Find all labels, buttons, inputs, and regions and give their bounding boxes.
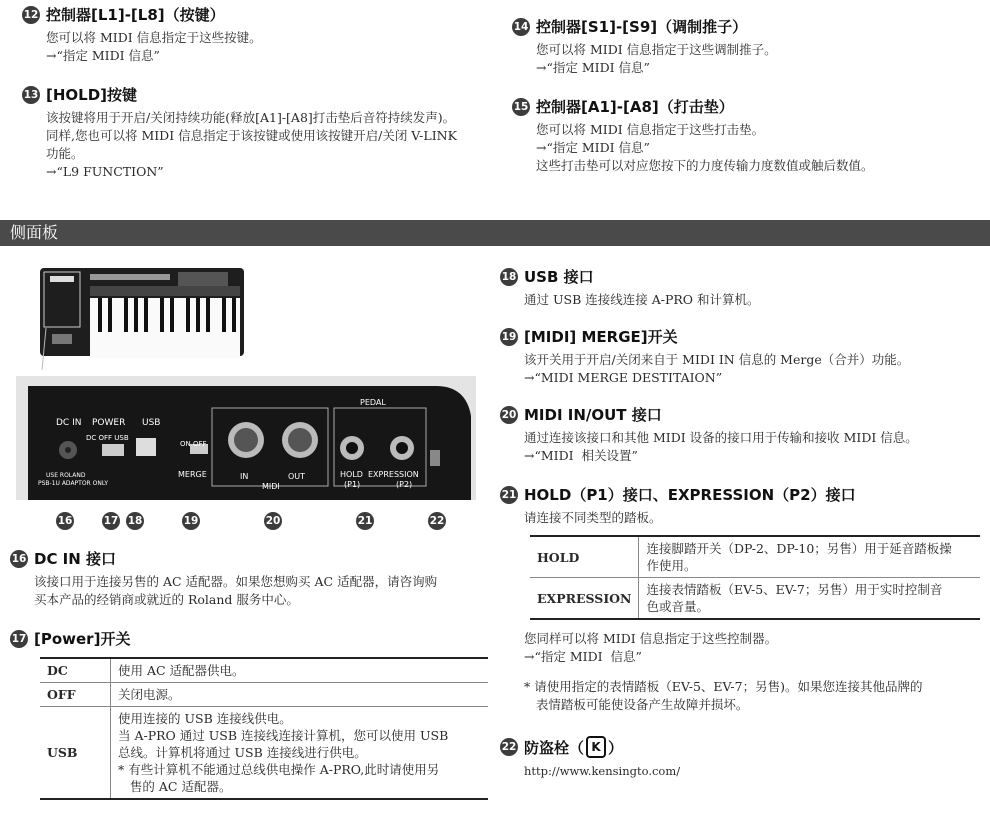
heading-12 (22, 4, 502, 25)
num-badge: 13 (22, 86, 40, 104)
num-badge: 17 (10, 630, 28, 648)
link-ref: →“指定 MIDI 信息” (536, 140, 650, 155)
heading-19 (500, 326, 980, 347)
text-line: 您可以将 MIDI 信息指定于这些打击垫。 (536, 122, 765, 137)
label-p2: (P2) (396, 480, 413, 489)
pedal-table (530, 535, 980, 620)
text-line: 您可以将 MIDI 信息指定于这些调制推子。 (536, 42, 777, 57)
section-title-bar: 侧面板 (0, 220, 990, 246)
title: [MIDI] MERGE]开关 (524, 328, 678, 346)
url-link[interactable]: http://www.kensingto.com/ (524, 764, 681, 778)
label-pedal: PEDAL (360, 398, 386, 407)
power-table (40, 657, 488, 800)
label-power: POWER (92, 418, 126, 428)
title: [HOLD]按键 (46, 86, 138, 104)
section-17 (10, 628, 490, 800)
text-line: 使用连接的 USB 连接线供电。 (118, 711, 292, 726)
table-row (530, 536, 980, 578)
text-line: 请连接不同类型的踏板。 (524, 510, 662, 525)
text-line: 通过 USB 连接线连接 A-PRO 和计算机。 (524, 292, 760, 307)
table-value (639, 536, 980, 578)
text-line: 售的 AC 适配器。 (118, 779, 232, 794)
link-ref: →“指定 MIDI 信息” (524, 649, 642, 664)
table-row (40, 683, 488, 707)
label-p1: (P1) (344, 480, 361, 489)
link-ref: →“MIDI 相关设置” (524, 448, 638, 463)
num-badge: 15 (512, 98, 530, 116)
callout-badge: 17 (102, 512, 120, 530)
keyboard-thumbnail (38, 266, 248, 376)
text-line: 这些打击垫可以对应您按下的力度传输力度数值或触后数值。 (536, 158, 874, 173)
label-onoff: ON OFF (180, 440, 207, 448)
table-key: EXPRESSION (530, 578, 639, 620)
table-value (111, 707, 489, 800)
text-line: 当 A-PRO 通过 USB 连接线连接计算机，您可以使用 USB (118, 728, 449, 743)
text-line: 总线。计算机将通过 USB 连接线进行供电。 (118, 745, 367, 760)
text-line: 连接脚踏开关（DP-2、DP-10；另售）用于延音踏板操 (646, 541, 952, 556)
section-18 (500, 266, 980, 309)
heading-21 (500, 484, 985, 505)
label-merge: MERGE (178, 470, 207, 479)
callout-badge: 20 (264, 512, 282, 530)
note-line: * 请使用指定的表情踏板（EV-5、EV-7；另售)。如果您连接其他品牌的 (524, 679, 923, 694)
num-badge: 21 (500, 486, 518, 504)
section-13 (22, 84, 512, 181)
callout-badge: 19 (182, 512, 200, 530)
heading-15 (512, 96, 982, 117)
num-badge: 19 (500, 328, 518, 346)
text-line: 功能。 (46, 146, 84, 161)
label-hold: HOLD (340, 470, 363, 479)
text-line: 连接表情踏板（EV-5、EV-7；另售）用于实时控制音 (646, 582, 943, 597)
title: 控制器[L1]-[L8]（按键） (46, 6, 225, 24)
title: 控制器[S1]-[S9]（调制推子） (536, 18, 748, 36)
table-key: OFF (40, 683, 111, 707)
section-20 (500, 404, 980, 465)
label-expression: EXPRESSION (368, 470, 419, 479)
text-line: 通过连接该接口和其他 MIDI 设备的接口用于传输和接收 MIDI 信息。 (524, 430, 918, 445)
section-16 (10, 548, 490, 609)
label-in: IN (240, 472, 249, 481)
num-badge: 12 (22, 6, 40, 24)
note-line: 表情踏板可能使设备产生故障并损坏。 (524, 697, 749, 712)
title: MIDI IN/OUT 接口 (524, 406, 662, 424)
label-midi: MIDI (262, 482, 280, 491)
rear-panel-image (16, 376, 476, 500)
callout-badge: 21 (356, 512, 374, 530)
label-dcoffusb: DC OFF USB (86, 434, 129, 442)
title: HOLD（P1）接口、EXPRESSION（P2）接口 (524, 486, 856, 504)
section-15 (512, 96, 982, 175)
label-out: OUT (288, 472, 306, 481)
heading-18 (500, 266, 980, 287)
num-badge: 22 (500, 738, 518, 756)
num-badge: 20 (500, 406, 518, 424)
title: DC IN 接口 (34, 550, 117, 568)
label-adaptor: USE ROLAND (46, 472, 86, 479)
label-adaptor2: PSB-1U ADAPTOR ONLY (38, 480, 109, 487)
table-key: HOLD (530, 536, 639, 578)
heading-16 (10, 548, 490, 569)
num-badge: 14 (512, 18, 530, 36)
section-12 (22, 4, 502, 65)
heading-20 (500, 404, 980, 425)
section-14 (512, 16, 972, 77)
heading-13 (22, 84, 512, 105)
heading-22 (500, 736, 980, 758)
text-line: * 有些计算机不能通过总线供电操作 A-PRO,此时请使用另 (118, 762, 440, 777)
heading-17 (10, 628, 490, 649)
link-ref: →“L9 FUNCTION” (46, 164, 164, 179)
text-line: 该接口用于连接另售的 AC 适配器。如果您想购买 AC 适配器，请咨询购 (34, 574, 438, 589)
title: 防盗栓（ (524, 738, 585, 757)
title-end: ） (608, 738, 624, 757)
link-ref: →“MIDI MERGE DESTITAION” (524, 370, 723, 385)
text-line: 同样,您也可以将 MIDI 信息指定于该按键或使用该按键开启/关闭 V-LINK (46, 128, 457, 143)
text-line: 买本产品的经销商或就近的 Roland 服务中心。 (34, 592, 299, 607)
text-line: 您可以将 MIDI 信息指定于这些按键。 (46, 30, 262, 45)
table-value: 使用 AC 适配器供电。 (111, 658, 489, 683)
text-line: 作使用。 (646, 558, 697, 573)
section-21 (500, 484, 985, 714)
label-dcin: DC IN (56, 418, 82, 428)
table-row (40, 707, 488, 800)
text-line: 该按键将用于开启/关闭持续功能(释放[A1]-[A8]打击垫后音符持续发声)。 (46, 110, 456, 125)
table-row (530, 578, 980, 620)
callout-badge: 16 (56, 512, 74, 530)
heading-14 (512, 16, 972, 37)
callout-badge: 22 (428, 512, 446, 530)
section-22 (500, 736, 980, 780)
table-row (40, 658, 488, 683)
title: 控制器[A1]-[A8]（打击垫） (536, 98, 734, 116)
num-badge: 16 (10, 550, 28, 568)
callout-badge: 18 (126, 512, 144, 530)
table-value (639, 578, 980, 620)
num-badge: 18 (500, 268, 518, 286)
text-line: 该开关用于开启/关闭来自于 MIDI IN 信息的 Merge（合并）功能。 (524, 352, 910, 367)
table-value: 关闭电源。 (111, 683, 489, 707)
table-key: DC (40, 658, 111, 683)
section-19 (500, 326, 980, 387)
title: USB 接口 (524, 268, 594, 286)
link-ref: →“指定 MIDI 信息” (46, 48, 160, 63)
title: [Power]开关 (34, 630, 131, 648)
link-ref: →“指定 MIDI 信息” (536, 60, 650, 75)
label-usb: USB (142, 418, 161, 428)
kensington-lock-icon: K (586, 736, 606, 758)
table-key: USB (40, 707, 111, 800)
text-line: 您同样可以将 MIDI 信息指定于这些控制器。 (524, 631, 778, 646)
text-line: 色或音量。 (646, 599, 709, 614)
